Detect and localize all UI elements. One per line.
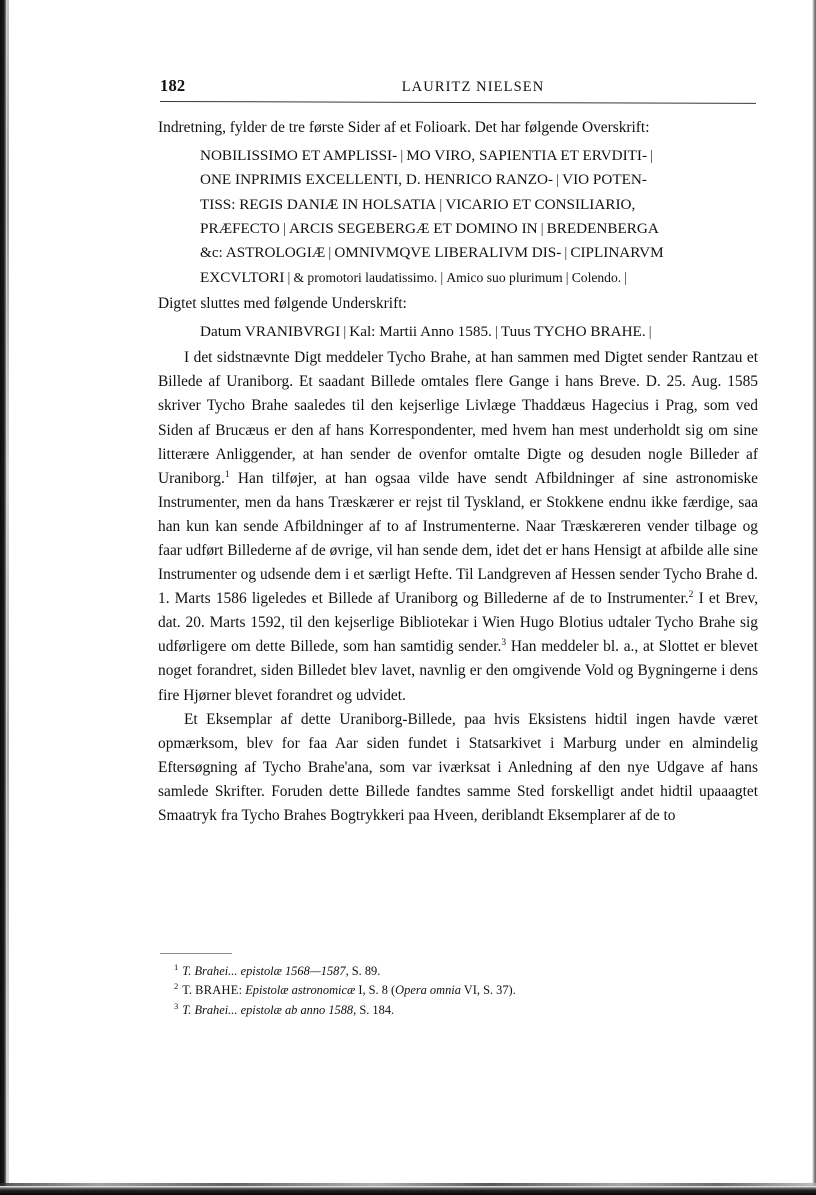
footnote-run: T. Brahei... epistolæ ab anno 1588 xyxy=(182,1002,354,1017)
inscription-segment: ARCIS SEGEBERGÆ ET DOMINO IN xyxy=(288,219,538,237)
running-head xyxy=(160,76,756,102)
inscription-segment: MO VIRO, SAPIENTIA ET ERVDITI- xyxy=(406,147,648,165)
paragraph-main xyxy=(158,346,758,707)
footnote-marker: 3 xyxy=(174,1000,179,1011)
segment-separator: | xyxy=(565,268,569,286)
footnote-run: , S. 184. xyxy=(353,1002,395,1017)
footnote-marker: 2 xyxy=(174,981,179,992)
inscription-segment: & promotori laudatissimo. xyxy=(293,269,438,285)
segment-separator: | xyxy=(440,268,444,286)
footnote-item xyxy=(160,981,760,1000)
inscription-segment: VICARIO ET CONSILIARIO, xyxy=(445,195,636,213)
footnote-ref-3[interactable]: 3 xyxy=(501,638,507,649)
footnote-ref-1[interactable]: 1 xyxy=(224,469,230,480)
inscription-line xyxy=(200,266,758,290)
footnote-text xyxy=(182,1003,394,1017)
footnote-run: T. xyxy=(182,983,196,998)
inscription-segment: OMNIVMQVE LIBERALIVM DIS- xyxy=(334,244,562,262)
footnote-text xyxy=(182,964,380,978)
inscription-segment: Colendo. xyxy=(571,269,622,285)
latin-inscription-quote xyxy=(158,144,758,290)
signature-segment: Datum VRANIBVRGI xyxy=(200,322,341,340)
inscription-segment: Amico suo plurimum xyxy=(446,269,563,285)
scan-edge-bottom xyxy=(0,1186,816,1195)
scan-edge-left-hairline xyxy=(7,0,9,1195)
paragraph-closing: Et Eksemplar af dette Uraniborg-Billede, paa hvis Eksistens hidtil ingen havde været opmærksom, blev for faa Aar siden fundet i Statsarkivet i Marburg under en almindelig Eftersøgning af Tycho Brahe'ana, som var iværksat i Anledning af den nye Udgave af hans samlede Skrifter. Foruden dette Billede fandtes samme Sted forskelligt andet hidtil upaaagtet Smaatryk fra Tycho Brahes Bogtrykkeri paa Hveen, deriblandt Eksemplarer af de to xyxy=(158,710,758,825)
segment-separator: | xyxy=(556,171,560,189)
scan-edge-right xyxy=(812,0,816,1195)
paragraph-main-part-c: I et Brev, dat. 20. Marts 1592, til den kejserlige Bibliotekar i Wien Hugo Blotius udtaler Tycho Brahe sig udførligere om dette Billede, som han samtidig sender. xyxy=(158,590,758,656)
segment-separator: | xyxy=(343,322,347,340)
inscription-segment: ONE INPRIMIS EXCELLENTI, D. HENRICO RANZO- xyxy=(200,171,554,189)
inscription-segment: CIPLINARVM xyxy=(570,244,664,262)
inscription-segment: EXCVLTORI xyxy=(200,268,285,286)
signature-line xyxy=(200,320,758,344)
footnote-run: I, S. 8 ( xyxy=(355,983,396,998)
inscription-segment: BREDENBERGA xyxy=(546,219,659,237)
footnote-item xyxy=(160,962,760,981)
inscription-line xyxy=(200,144,758,168)
segment-separator: | xyxy=(287,268,291,286)
footnote-text xyxy=(182,983,515,997)
segment-separator: | xyxy=(494,322,498,340)
footnote-item xyxy=(160,1001,760,1020)
segment-separator: | xyxy=(282,219,286,237)
segment-separator: | xyxy=(648,322,652,340)
footnote-run: BRAHE xyxy=(195,983,239,998)
segment-separator: | xyxy=(650,147,654,165)
signature-quote xyxy=(158,320,758,344)
paragraph-intro: Indretning, fylder de tre første Sider af et Folioark. Det har følgende Overskrift: xyxy=(158,119,650,136)
inscription-line xyxy=(200,168,758,192)
paragraph-subscription-intro: Digtet sluttes med følgende Underskrift: xyxy=(158,294,407,312)
inscription-line xyxy=(200,241,758,265)
inscription-segment: &c: ASTROLOGIÆ xyxy=(200,244,326,262)
segment-separator: | xyxy=(400,147,404,165)
footnote-run: T. Brahei... epistolæ 1568—1587 xyxy=(182,964,346,978)
footnote-ref-2[interactable]: 2 xyxy=(688,590,694,601)
running-title: LAURITZ NIELSEN xyxy=(401,79,545,95)
page-number: 182 xyxy=(160,76,186,95)
footnote-run: Epistolæ astronomicæ xyxy=(245,983,356,998)
inscription-segment: TISS: REGIS DANIÆ IN HOLSATIA xyxy=(200,195,437,213)
segment-separator: | xyxy=(540,219,544,237)
paragraph-main-part-a: I det sidstnævnte Digt meddeler Tycho Brahe, at han sammen med Digtet sender Rantzau et Billede af Uraniborg. Et saadant Billede omtales flere Gange i hans Breve. D. 25. Aug. 1585 skriver Tycho Brahe saaledes til den kejserlige Livlæge Thaddæus Hagecius i Prag, som ved Siden af Brucæus er den af hans Korrespondenter, med hvem han mest underholdt sig om sine litterære Anliggender, at han sender de ovenfor omtalte Digte og desuden nogle Billeder af Uraniborg. xyxy=(158,349,758,487)
footnote-run: : xyxy=(238,983,246,998)
signature-segment: Tuus TYCHO BRAHE. xyxy=(500,322,646,340)
signature-segment: Kal: Martii Anno 1585. xyxy=(349,322,492,340)
footnote-area xyxy=(160,962,760,1020)
footnote-run: Opera omnia xyxy=(395,983,461,998)
inscription-line xyxy=(200,217,758,241)
footnote-run: , S. 89. xyxy=(345,964,381,978)
inscription-segment: PRÆFECTO xyxy=(200,219,280,237)
inscription-segment: NOBILISSIMO ET AMPLISSI- xyxy=(200,147,398,165)
segment-separator: | xyxy=(439,195,443,213)
segment-separator: | xyxy=(564,244,568,262)
paragraph-main-part-b: Han tilføjer, at han ogsaa vilde have sendt Afbildninger af sine astronomiske Instrumenter, men da hans Træskærer er rejst til Tyskland, er Stokkene endnu ikke færdige, saa han kun kan sende Afbildninger af to af Instrumenterne. Naar Træskæreren vender tilbage og faar udført Billederne af de øvrige, vil han sende dem, idet det er hans Hensigt at afbilde alle sine Instrumenter og udsende dem i et særligt Hefte. Til Landgreven af Hessen sender Tycho Brahe d. 1. Marts 1586 ligeledes et Billede af Uraniborg og Billederne af de to Instrumenter. xyxy=(158,469,758,608)
inscription-line xyxy=(200,193,758,217)
footnote-separator-rule xyxy=(160,953,232,954)
footnote-marker: 1 xyxy=(174,961,179,972)
segment-separator: | xyxy=(328,244,332,262)
inscription-segment: VIO POTEN- xyxy=(562,171,647,189)
segment-separator: | xyxy=(624,268,628,286)
text-block xyxy=(158,116,758,828)
paragraph-main-part-d: Han meddeler bl. a., at Slottet er blevet noget forandret, siden Billedet blev lavet, navnlig er den omgivende Vold og Bygningerne i dens fire Hjørner blevet forandret og udvidet. xyxy=(158,638,758,704)
scan-edge-left xyxy=(0,0,7,1195)
footnote-run: VI, S. 37). xyxy=(460,983,516,998)
